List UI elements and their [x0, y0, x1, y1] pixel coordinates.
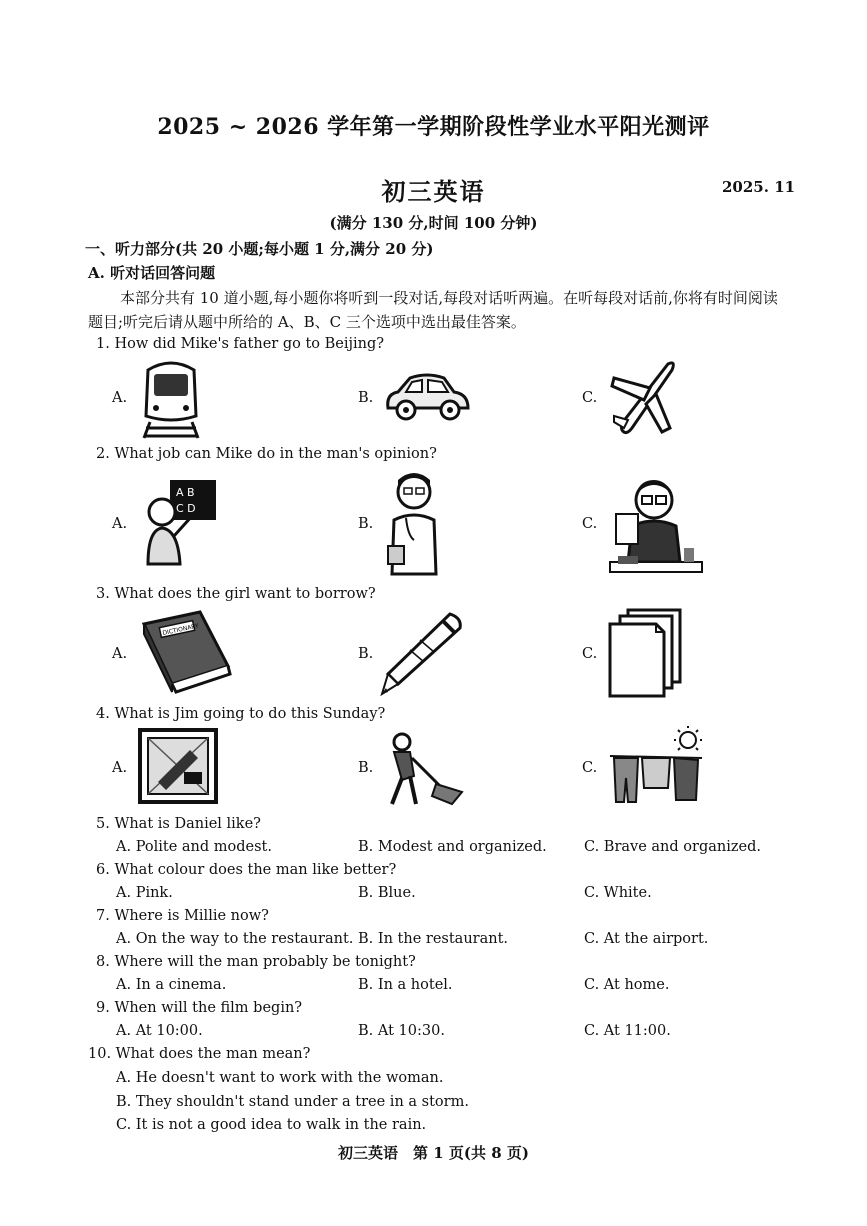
section-heading: 一、听力部分(共 20 小题;每小题 1 分,满分 20 分): [85, 240, 434, 258]
question-9: 9. When will the film begin?: [96, 1000, 303, 1016]
exam-date: 2025. 11: [722, 178, 796, 196]
dictionary-icon: [140, 610, 232, 694]
q10-option-b: B. They shouldn't stand under a tree in a storm.: [116, 1094, 469, 1110]
airplane-icon: [610, 358, 678, 440]
q9-option-c: C. At 11:00.: [584, 1023, 671, 1039]
question-4: 4. What is Jim going to do this Sunday?: [96, 706, 386, 722]
q8-option-c: C. At home.: [584, 977, 670, 993]
part-a-heading: A. 听对话回答问题: [88, 264, 216, 282]
q4-label-a: A.: [112, 760, 128, 776]
question-2: 2. What job can Mike do in the man's opinion?: [96, 446, 437, 462]
q8-option-b: B. In a hotel.: [358, 977, 453, 993]
q9-option-b: B. At 10:30.: [358, 1023, 445, 1039]
q4-label-c: C.: [582, 760, 598, 776]
q7-option-c: C. At the airport.: [584, 931, 709, 947]
question-3: 3. What does the girl want to borrow?: [96, 586, 376, 602]
q1-label-c: C.: [582, 390, 598, 406]
q3-label-c: C.: [582, 646, 598, 662]
accountant-icon: [606, 472, 706, 576]
q8-option-a: A. In a cinema.: [116, 977, 227, 993]
q10-option-c: C. It is not a good idea to walk in the rain.: [116, 1117, 427, 1133]
page-footer: 初三英语 第 1 页(共 8 页): [338, 1144, 529, 1162]
washing-clothes-icon: [608, 726, 704, 806]
question-1: 1. How did Mike's father go to Beijing?: [96, 336, 385, 352]
paper-icon: [606, 608, 684, 698]
question-7: 7. Where is Millie now?: [96, 908, 269, 924]
q6-option-c: C. White.: [584, 885, 652, 901]
subject-title: 初三英语: [381, 177, 486, 206]
q6-option-b: B. Blue.: [358, 885, 416, 901]
window-cleaning-icon: [138, 728, 218, 804]
train-icon: [140, 360, 202, 440]
doctor-icon: [384, 470, 444, 576]
q3-label-b: B.: [358, 646, 374, 662]
q7-option-a: A. On the way to the restaurant.: [116, 931, 354, 947]
q10-option-a: A. He doesn't want to work with the woman.: [116, 1070, 444, 1086]
question-10: 10. What does the man mean?: [88, 1046, 311, 1062]
q2-label-b: B.: [358, 516, 374, 532]
instructions: 本部分共有 10 道小题,每小题你将听到一段对话,每段对话听两遍。在听每段对话前,你将有时间阅读题目;听完后请从题中所给的 A、B、C 三个选项中选出最佳答案。: [88, 289, 778, 331]
q1-label-a: A.: [112, 390, 128, 406]
question-5: 5. What is Daniel like?: [96, 816, 261, 832]
question-6: 6. What colour does the man like better?: [96, 862, 397, 878]
q5-option-b: B. Modest and organized.: [358, 839, 547, 855]
q5-option-a: A. Polite and modest.: [116, 839, 272, 855]
car-icon: [382, 370, 472, 426]
q2-label-c: C.: [582, 516, 598, 532]
svg-text:A B: A B: [176, 486, 195, 499]
q2-label-a: A.: [112, 516, 128, 532]
svg-text:C D: C D: [176, 502, 196, 515]
sweeping-icon: [382, 732, 464, 806]
pencil-icon: [380, 610, 466, 696]
exam-info: (满分 130 分,时间 100 分钟): [329, 214, 538, 232]
q7-option-b: B. In the restaurant.: [358, 931, 509, 947]
q4-label-b: B.: [358, 760, 374, 776]
q9-option-a: A. At 10:00.: [116, 1023, 203, 1039]
q3-label-a: A.: [112, 646, 128, 662]
q1-label-b: B.: [358, 390, 374, 406]
teacher-icon: [140, 476, 220, 566]
q6-option-a: A. Pink.: [116, 885, 173, 901]
svg-text:DICTIONARY: DICTIONARY: [161, 622, 200, 638]
exam-title: 2025 ~ 2026 学年第一学期阶段性学业水平阳光测评: [157, 114, 710, 140]
q5-option-c: C. Brave and organized.: [584, 839, 761, 855]
question-8: 8. Where will the man probably be tonight?: [96, 954, 416, 970]
